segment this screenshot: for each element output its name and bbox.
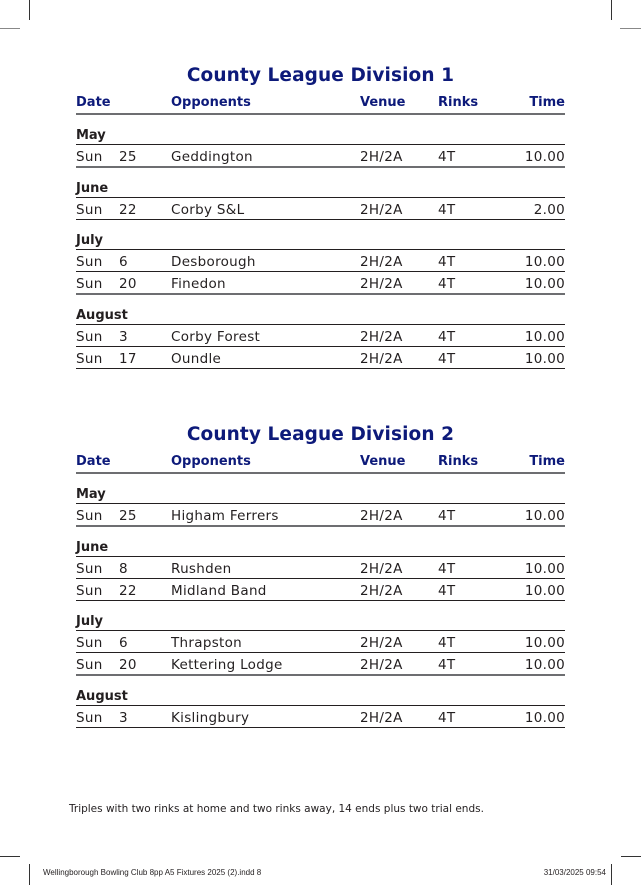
fixture-time: 2.00 xyxy=(533,202,565,218)
fixture-date: 22 xyxy=(119,583,137,599)
fixture-opponent: Geddington xyxy=(171,149,253,165)
header-date: Date xyxy=(76,454,111,469)
slug-file-info: Wellingborough Bowling Club 8pp A5 Fixtures 2025 (2).indd 8 xyxy=(43,868,262,877)
fixture-rinks: 4T xyxy=(438,635,456,651)
fixture-date: 6 xyxy=(119,254,128,270)
slug-datetime: 31/03/2025 09:54 xyxy=(543,868,606,877)
fixture-time: 10.00 xyxy=(524,276,565,292)
fixture-rinks: 4T xyxy=(438,710,456,726)
month-label: May xyxy=(76,487,106,502)
fixture-venue: 2H/2A xyxy=(360,254,403,270)
fixture-date: 25 xyxy=(119,508,137,524)
fixture-row xyxy=(76,580,565,601)
fixture-opponent: Oundle xyxy=(171,351,222,367)
fixture-venue: 2H/2A xyxy=(360,202,403,218)
month-heading xyxy=(76,125,565,145)
fixture-time: 10.00 xyxy=(524,635,565,651)
fixture-day: Sun xyxy=(76,583,103,599)
header-opponents: Opponents xyxy=(171,95,251,110)
footnote: Triples with two rinks at home and two rinks away, 14 ends plus two trial ends. xyxy=(69,803,484,815)
month-heading xyxy=(76,484,565,504)
month-label: July xyxy=(76,233,104,248)
fixture-row xyxy=(76,146,565,168)
month-label: July xyxy=(76,614,104,629)
fixture-opponent: Midland Band xyxy=(171,583,267,599)
crop-mark xyxy=(621,856,641,857)
fixture-time: 10.00 xyxy=(524,710,565,726)
month-label: June xyxy=(76,540,109,555)
section-title: County League Division 2 xyxy=(186,424,455,445)
fixture-venue: 2H/2A xyxy=(360,329,403,345)
fixture-rinks: 4T xyxy=(438,561,456,577)
fixture-time: 10.00 xyxy=(524,561,565,577)
month-label: August xyxy=(76,308,128,323)
fixture-time: 10.00 xyxy=(524,657,565,673)
fixture-row xyxy=(76,558,565,579)
fixture-opponent: Kislingbury xyxy=(171,710,250,726)
fixture-opponent: Kettering Lodge xyxy=(171,657,283,673)
fixture-opponent: Desborough xyxy=(171,254,256,270)
crop-mark xyxy=(0,856,20,857)
fixture-rinks: 4T xyxy=(438,583,456,599)
fixture-opponent: Higham Ferrers xyxy=(171,508,279,524)
fixture-date: 3 xyxy=(119,710,128,726)
fixture-row xyxy=(76,654,565,676)
month-heading xyxy=(76,230,565,250)
crop-mark xyxy=(611,0,612,20)
fixture-opponent: Corby Forest xyxy=(171,329,261,345)
fixture-venue: 2H/2A xyxy=(360,657,403,673)
header-opponents: Opponents xyxy=(171,454,251,469)
fixture-row xyxy=(76,199,565,220)
crop-mark xyxy=(0,28,20,29)
division-1-fixtures xyxy=(76,64,565,369)
month-heading xyxy=(76,611,565,631)
fixture-day: Sun xyxy=(76,710,103,726)
header-venue: Venue xyxy=(360,95,406,110)
header-time: Time xyxy=(529,95,565,110)
month-label: May xyxy=(76,128,106,143)
fixture-time: 10.00 xyxy=(524,351,565,367)
fixture-venue: 2H/2A xyxy=(360,561,403,577)
fixture-venue: 2H/2A xyxy=(360,710,403,726)
fixture-opponent: Finedon xyxy=(171,276,226,292)
fixture-row xyxy=(76,632,565,653)
fixture-date: 20 xyxy=(119,276,137,292)
fixture-opponent: Corby S&L xyxy=(171,202,245,218)
fixture-time: 10.00 xyxy=(524,254,565,270)
fixture-row xyxy=(76,326,565,347)
month-heading xyxy=(76,178,565,198)
header-venue: Venue xyxy=(360,454,406,469)
fixture-rinks: 4T xyxy=(438,254,456,270)
header-date: Date xyxy=(76,95,111,110)
crop-mark xyxy=(29,0,30,20)
fixture-rinks: 4T xyxy=(438,202,456,218)
fixture-opponent: Rushden xyxy=(171,561,232,577)
fixture-row xyxy=(76,251,565,272)
fixture-row xyxy=(76,273,565,295)
fixture-time: 10.00 xyxy=(524,329,565,345)
fixture-day: Sun xyxy=(76,276,103,292)
fixture-venue: 2H/2A xyxy=(360,149,403,165)
fixture-time: 10.00 xyxy=(524,583,565,599)
fixture-row xyxy=(76,707,565,728)
fixture-day: Sun xyxy=(76,657,103,673)
fixture-day: Sun xyxy=(76,351,103,367)
fixture-day: Sun xyxy=(76,508,103,524)
month-heading xyxy=(76,305,565,325)
month-label: August xyxy=(76,689,128,704)
fixture-date: 6 xyxy=(119,635,128,651)
fixture-venue: 2H/2A xyxy=(360,276,403,292)
crop-mark xyxy=(611,864,612,885)
table-header xyxy=(76,453,565,474)
fixture-rinks: 4T xyxy=(438,276,456,292)
fixture-day: Sun xyxy=(76,254,103,270)
fixture-rinks: 4T xyxy=(438,508,456,524)
fixture-rinks: 4T xyxy=(438,329,456,345)
header-rinks: Rinks xyxy=(438,454,479,469)
section-title: County League Division 1 xyxy=(186,65,455,86)
month-label: June xyxy=(76,181,109,196)
crop-mark xyxy=(620,28,641,29)
division-2-fixtures xyxy=(76,423,565,728)
fixture-day: Sun xyxy=(76,149,103,165)
fixture-row xyxy=(76,348,565,369)
fixture-date: 20 xyxy=(119,657,137,673)
fixture-rinks: 4T xyxy=(438,657,456,673)
table-header xyxy=(76,94,565,115)
fixture-day: Sun xyxy=(76,202,103,218)
fixture-rinks: 4T xyxy=(438,149,456,165)
fixture-time: 10.00 xyxy=(524,149,565,165)
fixture-day: Sun xyxy=(76,635,103,651)
header-rinks: Rinks xyxy=(438,95,479,110)
month-heading xyxy=(76,686,565,706)
crop-mark xyxy=(29,864,30,885)
fixture-date: 8 xyxy=(119,561,128,577)
fixture-day: Sun xyxy=(76,329,103,345)
fixture-venue: 2H/2A xyxy=(360,508,403,524)
fixture-time: 10.00 xyxy=(524,508,565,524)
fixture-opponent: Thrapston xyxy=(171,635,243,651)
fixture-row xyxy=(76,505,565,527)
fixture-venue: 2H/2A xyxy=(360,351,403,367)
fixture-rinks: 4T xyxy=(438,351,456,367)
fixture-date: 22 xyxy=(119,202,137,218)
fixture-date: 25 xyxy=(119,149,137,165)
header-time: Time xyxy=(529,454,565,469)
fixture-venue: 2H/2A xyxy=(360,583,403,599)
month-heading xyxy=(76,537,565,557)
fixture-date: 3 xyxy=(119,329,128,345)
fixture-date: 17 xyxy=(119,351,137,367)
fixture-day: Sun xyxy=(76,561,103,577)
fixture-venue: 2H/2A xyxy=(360,635,403,651)
